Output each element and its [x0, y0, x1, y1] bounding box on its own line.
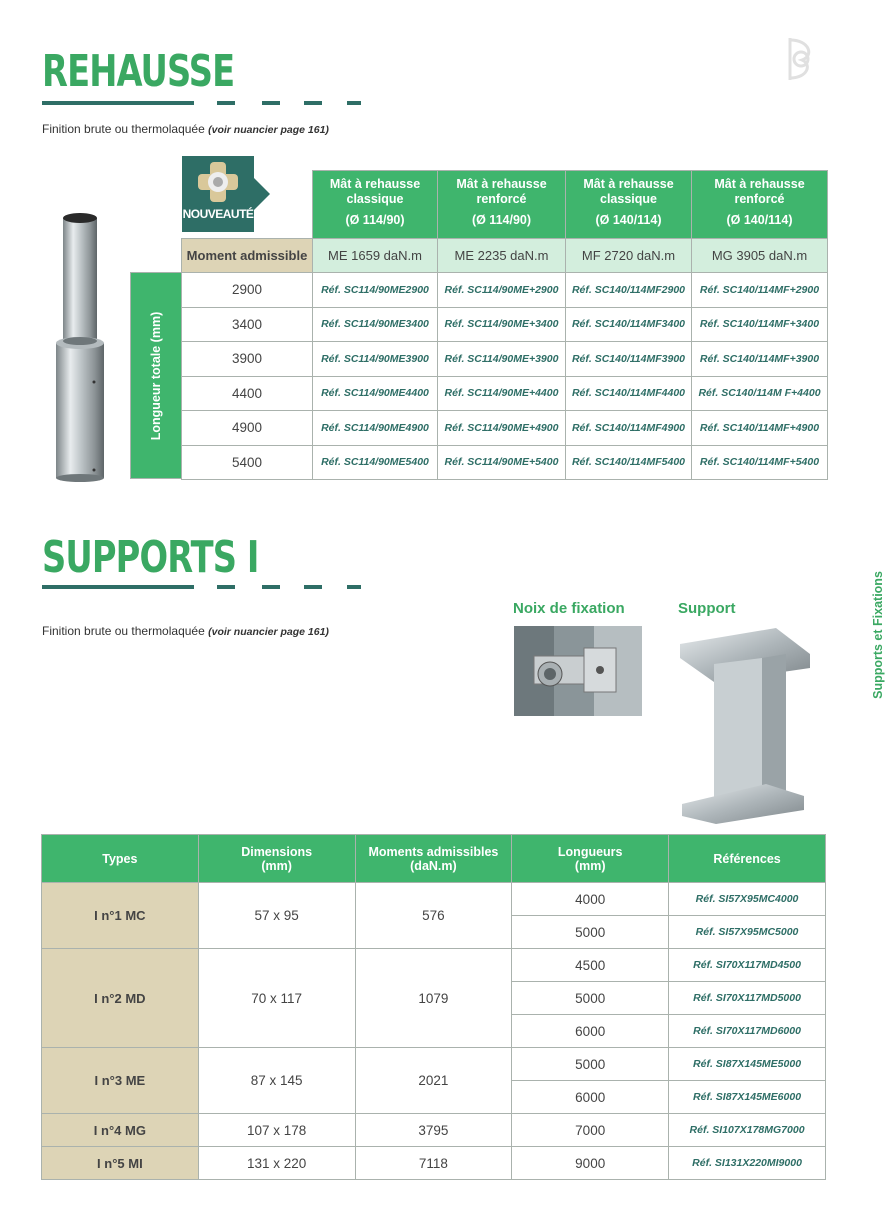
- length-cell: 4900: [182, 411, 313, 446]
- rehausse-title: REHAUSSE: [42, 46, 235, 97]
- rehausse-underline: [42, 101, 342, 105]
- ref-cell: Réf. SI70X117MD6000: [669, 1015, 826, 1048]
- supports-table: [41, 834, 826, 1180]
- ref-cell: Réf. SC140/114MF5400: [566, 445, 692, 480]
- length-cell: 4400: [182, 376, 313, 411]
- dim-cell: 87 x 145: [198, 1048, 355, 1114]
- rehausse-subtitle-note: (voir nuancier page 161): [208, 124, 329, 136]
- length-cell: 5400: [182, 445, 313, 480]
- dim-cell: 57 x 95: [198, 883, 355, 949]
- rehausse-table: [181, 170, 828, 480]
- noix-label: Noix de fixation: [513, 600, 625, 617]
- moment-cell: 576: [355, 883, 512, 949]
- length-cell: 3900: [182, 342, 313, 377]
- moment-cell: 2021: [355, 1048, 512, 1114]
- moment-cell: 3795: [355, 1114, 512, 1147]
- ref-cell: Réf. SC140/114MF+3900: [692, 342, 828, 377]
- table-row: [182, 376, 828, 411]
- moment-value: MG 3905 daN.m: [692, 239, 828, 273]
- ref-cell: Réf. SC114/90ME2900: [313, 273, 438, 308]
- ref-cell: Réf. SC114/90ME+3900: [438, 342, 566, 377]
- ref-cell: Réf. SC114/90ME+2900: [438, 273, 566, 308]
- ref-cell: Réf. SC140/114MF4900: [566, 411, 692, 446]
- length-cell: 6000: [512, 1015, 669, 1048]
- table-row: [182, 342, 828, 377]
- ref-cell: Réf. SI70X117MD5000: [669, 982, 826, 1015]
- table-row: [182, 307, 828, 342]
- type-cell: I n°1 MC: [42, 883, 199, 949]
- supports-subtitle: Finition brute ou thermolaquée (voir nuancier page 161): [42, 624, 329, 638]
- moment-cell: 1079: [355, 949, 512, 1048]
- ref-cell: Réf. SC140/114MF+4900: [692, 411, 828, 446]
- supports-underline: [42, 585, 342, 589]
- ref-cell: Réf. SI87X145ME6000: [669, 1081, 826, 1114]
- length-cell: 3400: [182, 307, 313, 342]
- length-cell: 5000: [512, 982, 669, 1015]
- ref-cell: Réf. SI70X117MD4500: [669, 949, 826, 982]
- table-row: [42, 1147, 826, 1180]
- brand-logo-icon: [786, 34, 816, 84]
- length-cell: 2900: [182, 273, 313, 308]
- ref-cell: Réf. SC114/90ME3400: [313, 307, 438, 342]
- header-moments: Moments admissibles (daN.m): [355, 835, 512, 883]
- ref-cell: Réf. SC114/90ME+4400: [438, 376, 566, 411]
- table-row: [42, 949, 826, 982]
- section-side-label: Supports et Fixations: [871, 571, 885, 699]
- ref-cell: Réf. SC114/90ME+5400: [438, 445, 566, 480]
- moment-label: Moment admissible: [182, 239, 313, 273]
- length-cell: 6000: [512, 1081, 669, 1114]
- header-types: Types: [42, 835, 199, 883]
- moment-value: ME 1659 daN.m: [313, 239, 438, 273]
- moment-value: ME 2235 daN.m: [438, 239, 566, 273]
- badge-text: NOUVEAUTÉ: [182, 207, 254, 221]
- moment-value: MF 2720 daN.m: [566, 239, 692, 273]
- ref-cell: Réf. SI131X220MI9000: [669, 1147, 826, 1180]
- ref-cell: Réf. SI107X178MG7000: [669, 1114, 826, 1147]
- header-longueurs: Longueurs (mm): [512, 835, 669, 883]
- moment-cell: 7118: [355, 1147, 512, 1180]
- header-dimensions: Dimensions (mm): [198, 835, 355, 883]
- type-cell: I n°3 ME: [42, 1048, 199, 1114]
- type-cell: I n°5 MI: [42, 1147, 199, 1180]
- ref-cell: Réf. SC114/90ME+3400: [438, 307, 566, 342]
- header-references: Références: [669, 835, 826, 883]
- table-row: [42, 1048, 826, 1081]
- length-cell: 4000: [512, 883, 669, 916]
- length-cell: 4500: [512, 949, 669, 982]
- supports-title: SUPPORTS I: [42, 532, 259, 583]
- table-row: [182, 273, 828, 308]
- col-header: Mât à rehausse classique (Ø 114/90): [313, 171, 438, 239]
- rehausse-post-image: [50, 210, 110, 482]
- type-cell: I n°4 MG: [42, 1114, 199, 1147]
- dim-cell: 131 x 220: [198, 1147, 355, 1180]
- ref-cell: Réf. SC140/114M F+4400: [692, 376, 828, 411]
- ref-cell: Réf. SC140/114MF+3400: [692, 307, 828, 342]
- longueur-totale-label: Longueur totale (mm): [130, 272, 182, 479]
- supports-subtitle-note: (voir nuancier page 161): [208, 626, 329, 638]
- ref-cell: Réf. SI57X95MC4000: [669, 883, 826, 916]
- support-label: Support: [678, 600, 736, 617]
- ref-cell: Réf. SC140/114MF4400: [566, 376, 692, 411]
- rehausse-subtitle: Finition brute ou thermolaquée (voir nuancier page 161): [42, 122, 329, 136]
- type-cell: I n°2 MD: [42, 949, 199, 1048]
- table-row: [42, 883, 826, 916]
- ref-cell: Réf. SC114/90ME4900: [313, 411, 438, 446]
- dim-cell: 107 x 178: [198, 1114, 355, 1147]
- dim-cell: 70 x 117: [198, 949, 355, 1048]
- ref-cell: Réf. SC114/90ME3900: [313, 342, 438, 377]
- noix-photo: [514, 626, 642, 716]
- length-cell: 7000: [512, 1114, 669, 1147]
- ref-cell: Réf. SI57X95MC5000: [669, 916, 826, 949]
- col-header: Mât à rehausse renforcé (Ø 140/114): [692, 171, 828, 239]
- support-photo: [676, 624, 814, 826]
- table-row: [182, 411, 828, 446]
- table-row: [182, 445, 828, 480]
- ref-cell: Réf. SC114/90ME5400: [313, 445, 438, 480]
- ref-cell: Réf. SC140/114MF2900: [566, 273, 692, 308]
- col-header: Mât à rehausse renforcé (Ø 114/90): [438, 171, 566, 239]
- table-row: [42, 1114, 826, 1147]
- ref-cell: Réf. SC140/114MF3400: [566, 307, 692, 342]
- ref-cell: Réf. SC114/90ME4400: [313, 376, 438, 411]
- ref-cell: Réf. SC140/114MF3900: [566, 342, 692, 377]
- col-header: Mât à rehausse classique (Ø 140/114): [566, 171, 692, 239]
- ref-cell: Réf. SC140/114MF+5400: [692, 445, 828, 480]
- ref-cell: Réf. SI87X145ME5000: [669, 1048, 826, 1081]
- ref-cell: Réf. SC140/114MF+2900: [692, 273, 828, 308]
- ref-cell: Réf. SC114/90ME+4900: [438, 411, 566, 446]
- length-cell: 9000: [512, 1147, 669, 1180]
- length-cell: 5000: [512, 1048, 669, 1081]
- length-cell: 5000: [512, 916, 669, 949]
